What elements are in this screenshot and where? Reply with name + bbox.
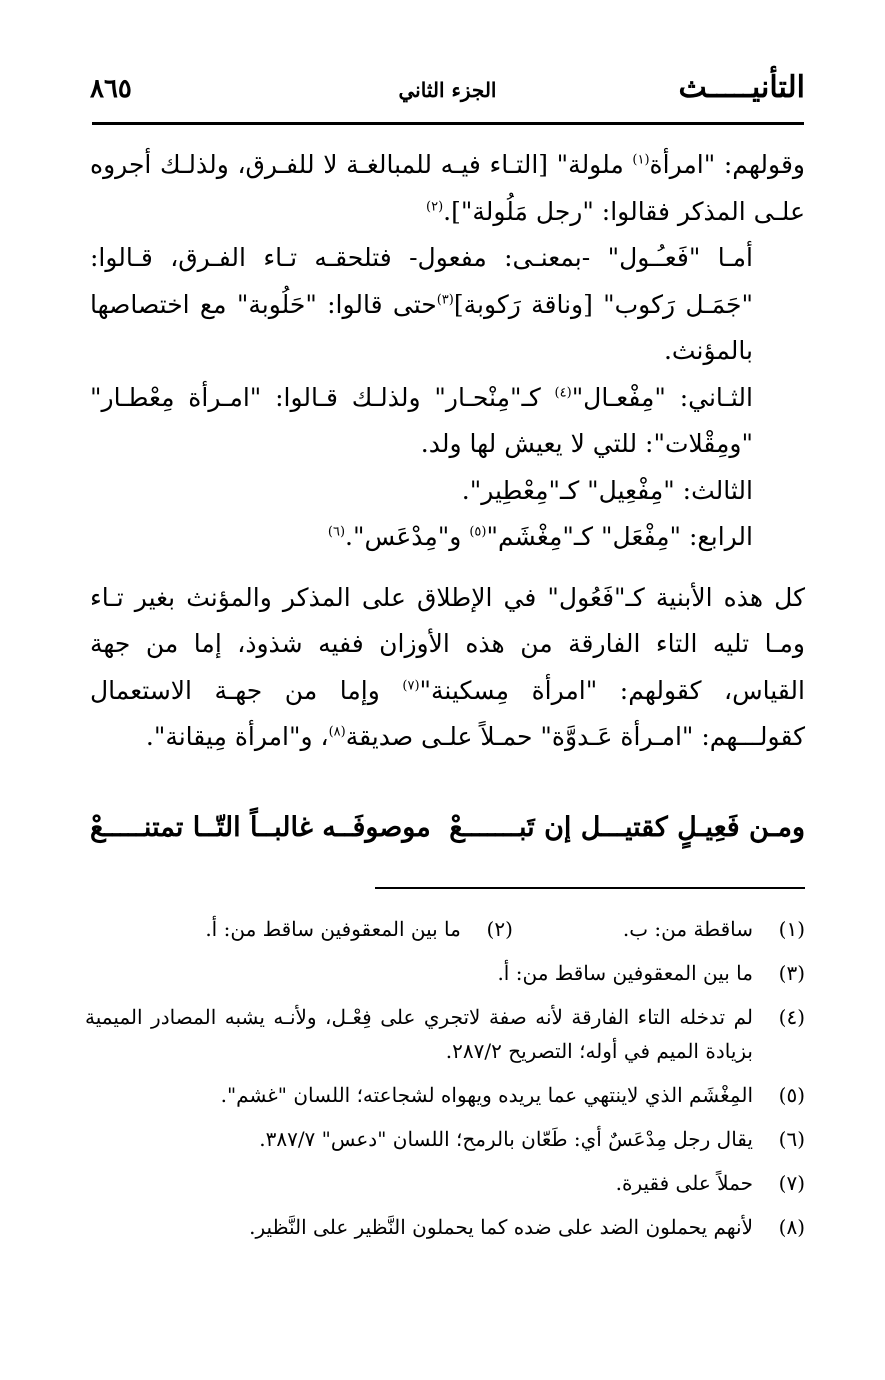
page-number: ٨٦٥: [90, 74, 132, 104]
paragraph-5-text: الرابع: "مِفْعَل" كـ"مِغْشَم": [486, 522, 753, 551]
paragraph-5: [90, 514, 805, 561]
paragraph-1-rest: ملولة" [التـاء فيـه للمبالغـة لا للفـرق، ولذلـك أجروه علـى المذكر فقالوا: "رجل مَلُولة"].: [90, 150, 805, 226]
footnote-number-5: (٥): [778, 1083, 805, 1107]
footnote-ref-5: (٥): [469, 524, 487, 540]
paragraph-1-text: وقولهم: "امرأة: [649, 150, 805, 179]
footnote-ref-7: (٧): [402, 678, 420, 694]
footnote-text-4: لم تدخله التاء الفارقة لأنه صفة لاتجري على فِعْـل، ولأنـه يشبه المصادر الميمية بزيادة الميم في أوله؛ التصريح ٢٨٧/٢.: [85, 1005, 753, 1063]
footnote-text-5: المِغْشَم الذي لاينتهي عما يريده ويهواه لشجاعته؛ اللسان "غشم".: [220, 1083, 753, 1107]
verse-first-hemistich: ومـن فَعِيـلٍ كقتيـــل إن تَبـــــــعْ: [449, 812, 805, 843]
paragraph-6-mid: وإما من جهـة الاستعمال كقولـــهم: "امـرأة عَـدوَّة" حمـلاً علـى صديقة: [90, 675, 805, 751]
footnote-text-3: ما بين المعقوفين ساقط من: أ.: [497, 961, 753, 985]
footnote-text-6: يقال رجل مِدْعَسٌ أي: طَعّان بالرمح؛ اللسان "دعس" ٣٨٧/٧.: [259, 1127, 753, 1151]
footnote-ref-3: (٣): [436, 292, 454, 308]
paragraph-6-text: كل هذه الأبنية كـ"فَعُول" في الإطلاق على المذكر والمؤنث بغير تـاء ومـا تليه التاء الفارقة من هذه الأوزان ففيه شذوذ، إما من جهة القياس، كقولهم: "امرأة مِسكينة": [90, 582, 805, 705]
footnote-number-7: (٧): [778, 1171, 805, 1195]
footnote-number-4: (٤): [778, 1005, 805, 1029]
paragraph-2: [90, 235, 805, 375]
paragraph-6: [90, 575, 805, 761]
header-rule: [92, 122, 804, 125]
footnote-text-1: ساقطة من: ب.: [622, 917, 753, 941]
footnote-ref-8: (٨): [328, 724, 346, 740]
part-title: الجزء الثاني: [398, 78, 497, 102]
paragraph-4: الثالث: "مِفْعِيل" كـ"مِعْطِير".: [461, 475, 753, 505]
footnote-row-7: [85, 1166, 805, 1200]
footnote-ref-1: (١): [632, 152, 650, 168]
paragraph-3-text: الثـاني: "مِفْعـال": [571, 382, 753, 412]
paragraph-1: [90, 142, 805, 235]
footnote-number-1: (١): [778, 917, 805, 941]
footnote-rule: [375, 887, 805, 889]
footnote-ref-4: (٤): [554, 385, 572, 401]
verse-second-hemistich: موصوفَــه غالبــاً التّــا تمتنـــــعْ: [90, 812, 431, 843]
footnote-number-3: (٣): [778, 961, 805, 985]
paragraph-3: [90, 375, 805, 468]
footnote-text-2: ما بين المعقوفين ساقط من: أ.: [205, 917, 461, 941]
paragraph-3-rest: كـ"مِنْحـار" ولذلـك قـالوا: "امـرأة مِعْطـار" "ومِقْلات": للتي لا يعيش لها ولد.: [90, 382, 753, 458]
main-text: [90, 142, 805, 761]
footnote-text-8: لأنهم يحملون الضد على ضده كما يحملون النَّظير على النَّظير.: [249, 1215, 753, 1239]
paragraph-6-rest: ، و"امرأة مِيقانة".: [145, 722, 329, 751]
paragraph-2-rest: حتى قالوا: "حَلُوبة" مع اختصاصها بالمؤنث.: [90, 289, 753, 365]
verse-line: [90, 812, 805, 856]
footnote-number-8: (٨): [778, 1215, 805, 1239]
footnote-row-6: [85, 1122, 805, 1156]
footnote-number-6: (٦): [778, 1127, 805, 1151]
footnotes: [85, 912, 805, 1254]
chapter-title: التأنيـــــث: [678, 70, 805, 105]
footnote-text-7: حملاً على فقيرة.: [615, 1171, 753, 1195]
footnote-row-3: [85, 956, 805, 990]
footnote-number-2: (٢): [486, 917, 513, 941]
footnote-row-5: [85, 1078, 805, 1112]
footnote-ref-6: (٦): [327, 524, 346, 540]
footnote-row-4: [85, 1000, 805, 1068]
footnote-row-8: [85, 1210, 805, 1244]
paragraph-5-mid: و"مِدْعَس".: [345, 522, 470, 551]
footnote-row-1-2: [85, 912, 805, 946]
page-header: [90, 70, 805, 110]
footnote-ref-2: (٢): [426, 199, 444, 215]
paragraph-2-text: أمـا "فَعـُـول" -بمعنـى: مفعول- فتلحقـه تـاء الفـرق، قـالوا: "جَمَـل رَكوب" [وناقة رَكوبة]: [90, 243, 754, 319]
